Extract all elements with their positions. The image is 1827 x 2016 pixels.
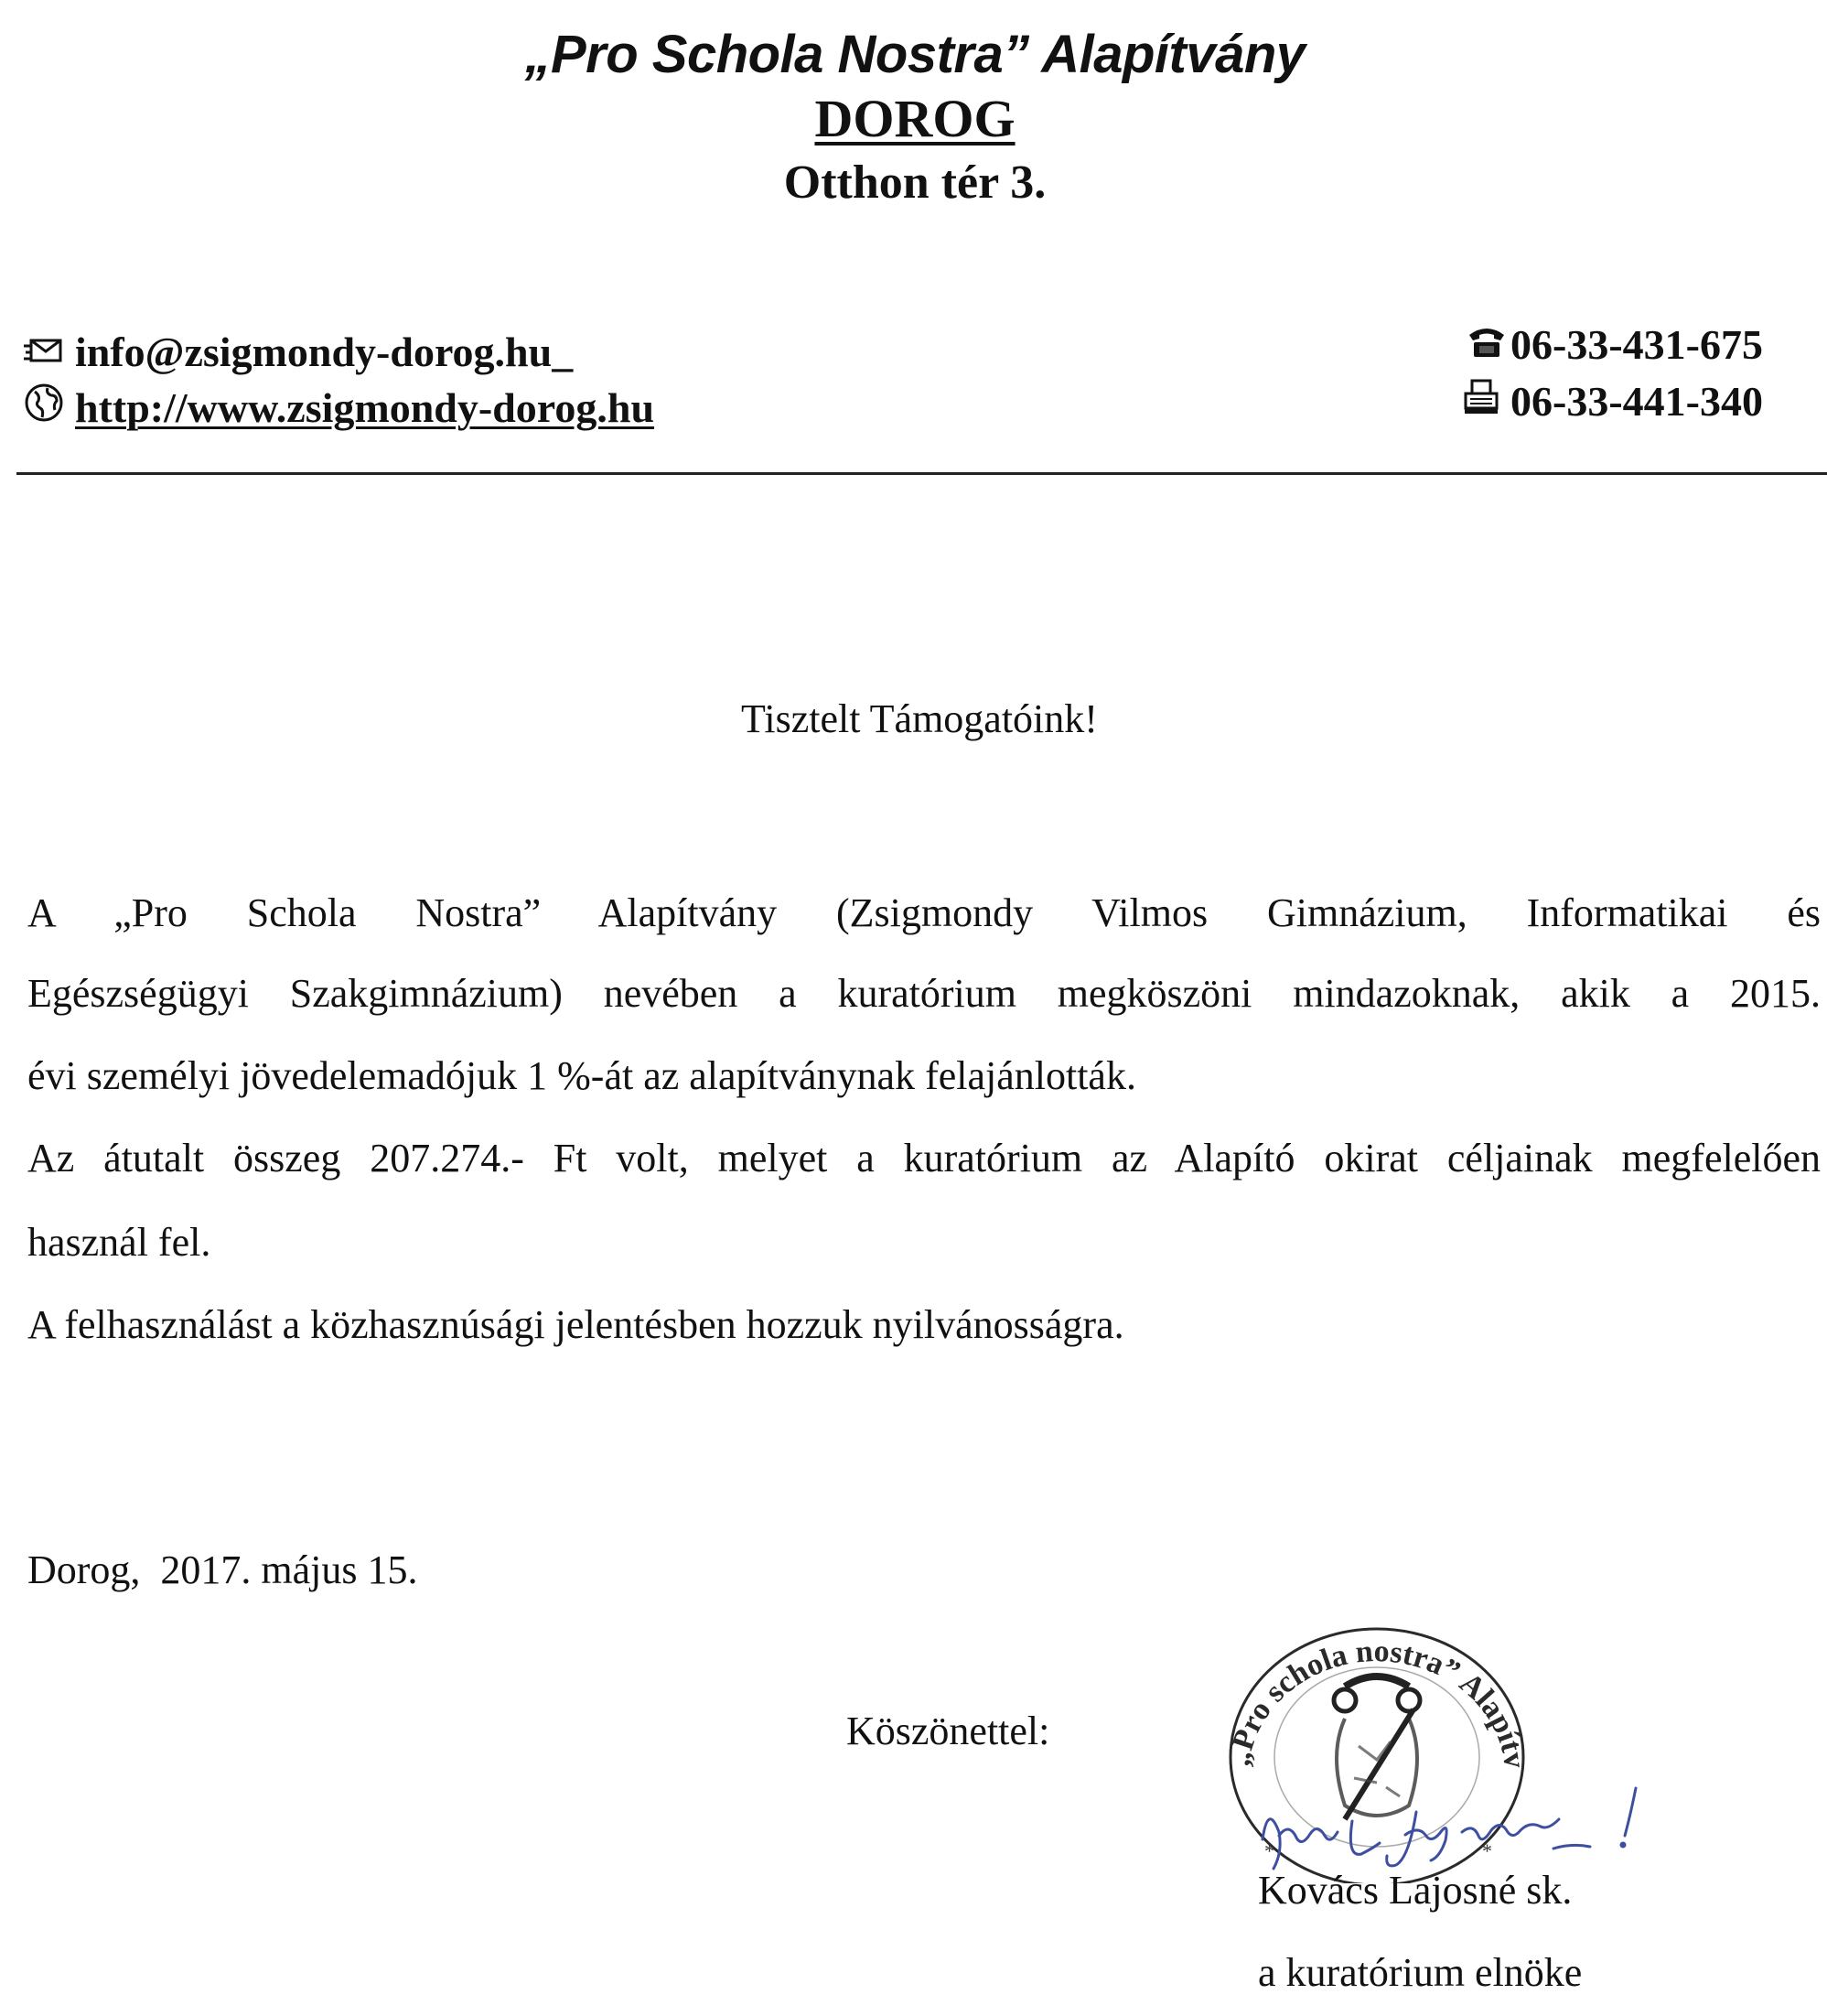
paragraph-line: használ fel. — [27, 1220, 211, 1265]
envelope-icon — [24, 328, 64, 376]
fax-contact — [1463, 377, 1763, 426]
paragraph-line: évi személyi jövedelemadójuk 1 %-át az alapítványnak felajánlották. — [27, 1053, 1136, 1098]
phone-contact — [1467, 320, 1763, 369]
paragraph-line: A „Pro Schola Nostra” Alapítvány (Zsigmondy Vilmos Gimnázium, Informatikai és — [27, 890, 1821, 935]
email-contact[interactable] — [24, 328, 573, 376]
signer-name: Kovács Lajosné sk. — [1258, 1868, 1573, 1913]
signer-title: a kuratórium elnöke — [1258, 1950, 1583, 1995]
email-link[interactable]: info@zsigmondy-dorog.hu_ — [75, 329, 574, 375]
fax-icon — [1463, 377, 1499, 426]
svg-text:*: * — [1264, 1839, 1274, 1862]
fax-number: 06-33-441-340 — [1510, 378, 1763, 425]
telephone-icon — [1467, 320, 1507, 369]
svg-text:„Pro schola nostra” Alapítvány: „Pro schola nostra” Alapítv — [1222, 1634, 1532, 1771]
paragraph-line: Az átutalt összeg 207.274.- Ft volt, melyet a kuratórium az Alapító okirat céljainak megfelelően — [27, 1136, 1821, 1180]
paragraph-line: Egészségügyi Szakgimnázium) nevében a kuratórium megköszöni mindazoknak, akik a 2015. — [27, 971, 1821, 1016]
svg-text:*: * — [1482, 1839, 1492, 1862]
address-heading: Otthon tér 3. — [783, 156, 1047, 209]
city-heading: DOROG — [814, 89, 1016, 148]
globe-icon — [24, 383, 64, 433]
website-contact[interactable] — [24, 383, 654, 433]
organization-name: „Pro Schola Nostra” Alapítvány — [524, 25, 1306, 84]
closing-phrase: Köszönettel: — [846, 1709, 1050, 1753]
website-link[interactable]: http://www.zsigmondy-dorog.hu — [75, 384, 655, 431]
salutation: Tisztelt Támogatóink! — [741, 696, 1098, 741]
phone-number: 06-33-431-675 — [1510, 321, 1763, 368]
paragraph-line: A felhasználást a közhasznúsági jelentésben hozzuk nyilvánosságra. — [27, 1302, 1124, 1347]
header-divider — [16, 472, 1827, 475]
letter-date: Dorog, 2017. május 15. — [27, 1547, 418, 1592]
